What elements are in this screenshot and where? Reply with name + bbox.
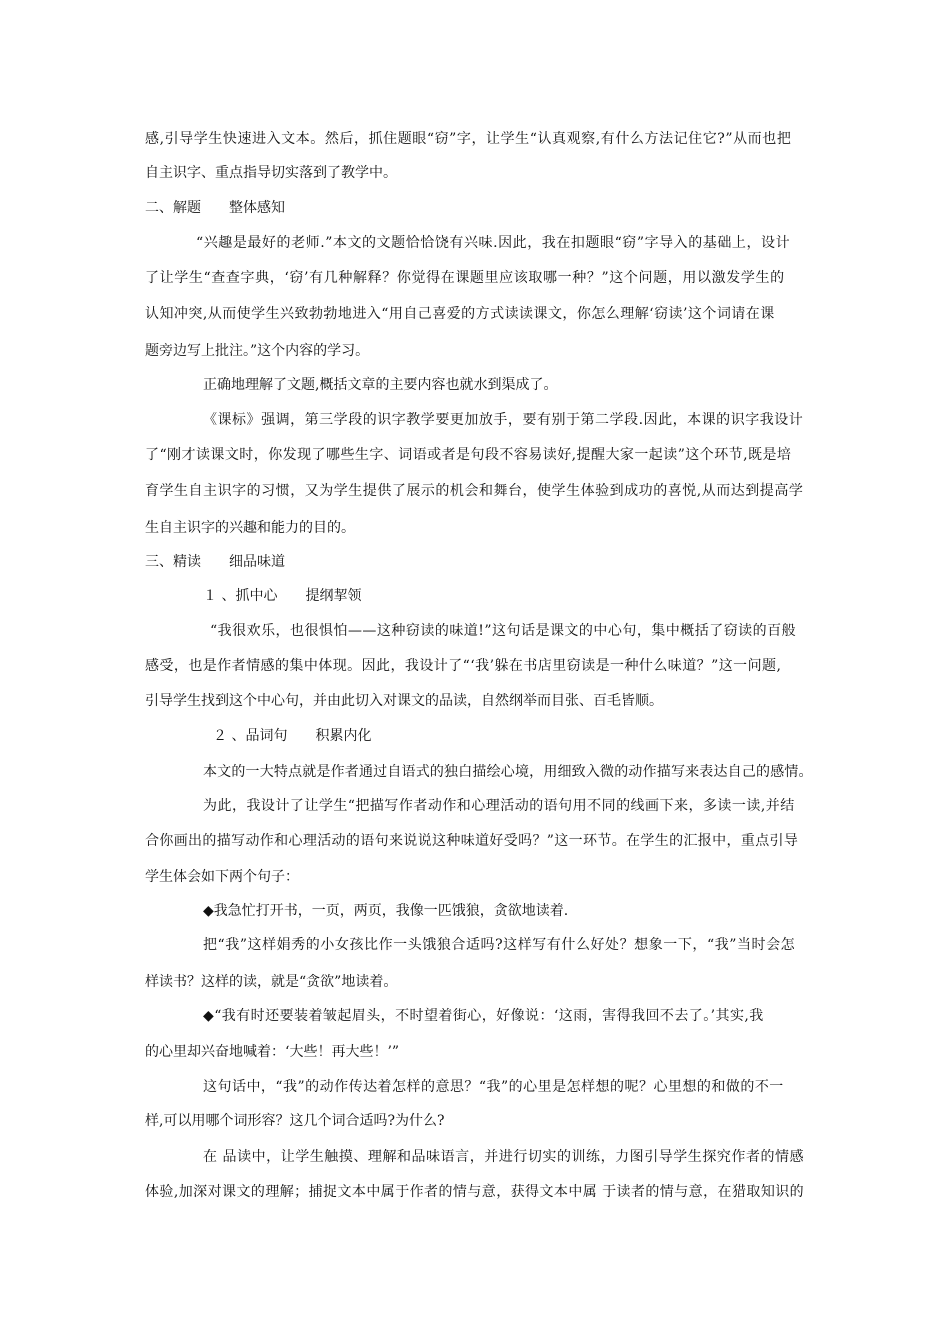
quoted-sentence: ◆“我有时还要装着皱起眉头，不时望着街心，好像说：‘这雨，害得我回不去了。’其实,我 <box>203 1008 764 1024</box>
text-line: 体验,加深对课文的理解；捕捉文本中属于作者的情与意，获得文本中属 于读者的情与意，在猎取知识的 <box>145 1184 805 1200</box>
text-line: 育学生自主识字的习惯，又为学生提供了展示的机会和舞台，使学生体验到成功的喜悦,从而达到提高学 <box>145 483 804 499</box>
subsection-heading: １ 、抓中心 提纲挈领 <box>203 588 362 604</box>
text-line: 为此，我设计了让学生“把描写作者动作和心理活动的语句用不同的线画下来，多读一读,并结 <box>203 798 795 814</box>
text-line: 样,可以用哪个词形容？这几个词合适吗?为什么? <box>145 1113 445 1129</box>
text-line: 认知冲突,从而使学生兴致勃勃地进入“用自己喜爱的方式读读课文，你怎么理解‘窃读’这个词请在课 <box>145 306 775 322</box>
text-line: 《课标》强调，第三学段的识字教学要更加放手，要有别于第二学段.因此，本课的识字我设计 <box>203 412 804 428</box>
text-line: 引导学生找到这个中心句，并由此切入对课文的品读，自然纲举而目张、百毛皆顺。 <box>145 693 663 709</box>
section-heading: 三、精读 细品味道 <box>145 554 285 570</box>
text-line: 正确地理解了文题,概括文章的主要内容也就水到渠成了。 <box>203 377 558 393</box>
section-heading: 二、解题 整体感知 <box>145 200 285 216</box>
subsection-heading: ２ 、品词句 积累内化 <box>213 728 372 744</box>
text-line: 这句话中，“我”的动作传达着怎样的意思？“我”的心里是怎样想的呢？心里想的和做的不一 <box>203 1079 784 1095</box>
text-line: 自主识字、重点指导切实落到了教学中。 <box>145 165 397 181</box>
text-line: 生自主识字的兴趣和能力的目的。 <box>145 520 355 536</box>
text-line: 感受，也是作者情感的集中体现。因此，我设计了“‘我’躲在书店里窃读是一种什么味道？”这一问题, <box>145 658 782 674</box>
text-line: 感,引导学生快速进入文本。然后，抓住题眼“窃”字，让学生“认真观察,有什么方法记住它?”从而也把 <box>145 131 792 147</box>
text-line: 样读书？这样的读，就是“贪欲”地读着。 <box>145 974 398 990</box>
text-line: 在 品读中，让学生触摸、理解和品味语言，并进行切实的训练，力图引导学生探究作者的情感 <box>203 1149 805 1165</box>
text-line: 了“刚才读课文时，你发现了哪些生字、词语或者是句段不容易读好,提醒大家一起读”这个环节,既是培 <box>145 447 792 463</box>
text-line: 合你画出的描写动作和心理活动的语句来说说这种味道好受吗？”这一环节。在学生的汇报中，重点引导 <box>145 833 799 849</box>
text-line: 把“我”这样娟秀的小女孩比作一头饿狼合适吗?这样写有什么好处？想象一下，“我”当时会怎 <box>203 937 796 953</box>
text-line: 的心里却兴奋地喊着：‘大些！再大些！’” <box>145 1044 400 1060</box>
text-line: “兴趣是最好的老师.”本文的文题恰恰饶有兴味.因此，我在扣题眼“窃”字导入的基础上，设计 <box>196 235 791 251</box>
text-line: 题旁边写上批注。”这个内容的学习。 <box>145 343 370 359</box>
text-line: 了让学生“查查字典，‘窃’有几种解释？你觉得在课题里应该取哪一种？”这个问题，用以激发学生的 <box>145 270 785 286</box>
text-line: “我很欢乐，也很惧怕——这种窃读的味道!”这句话是课文的中心句，集中概括了窃读的百般 <box>210 623 797 639</box>
quoted-sentence: ◆我急忙打开书，一页，两页，我像一匹饿狼，贪欲地读着. <box>203 903 569 919</box>
text-line: 本文的一大特点就是作者通过自语式的独白描绘心境，用细致入微的动作描写来表达自己的感情。 <box>203 764 813 780</box>
text-line: 学生体会如下两个句子： <box>145 869 299 885</box>
